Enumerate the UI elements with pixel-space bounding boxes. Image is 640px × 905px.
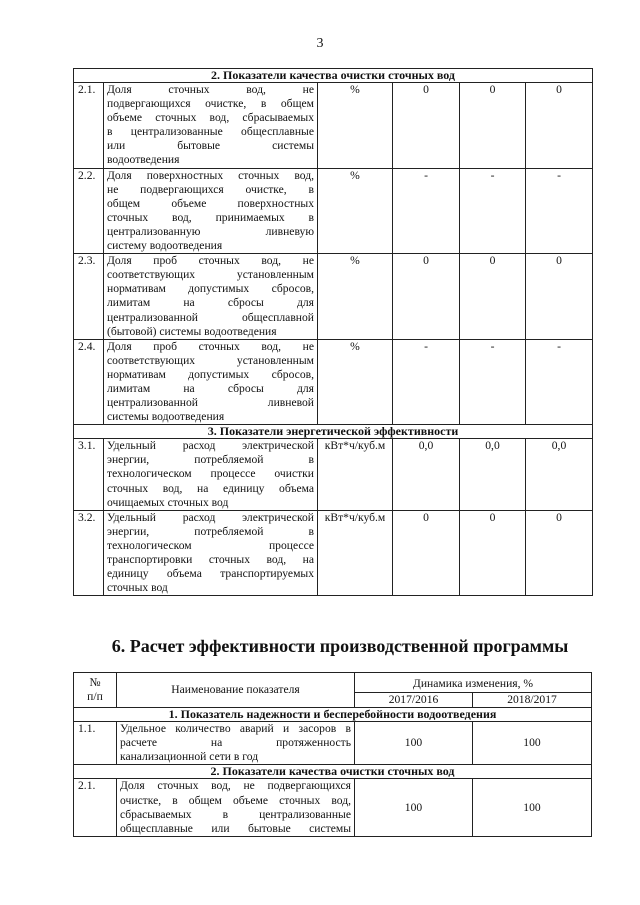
table-row <box>74 779 592 836</box>
desc-line: подвергающихся очистке, в общем <box>107 97 314 111</box>
value-2: 0,0 <box>460 439 526 510</box>
value-year-1: 100 <box>355 779 473 836</box>
row-number: 1.1. <box>74 722 117 765</box>
desc-line: лимитам на сбросы для <box>107 296 314 310</box>
desc-line: Доля поверхностных сточных вод, <box>107 168 314 182</box>
row-number: 2.1. <box>74 83 104 169</box>
value-2: - <box>460 339 526 425</box>
unit: % <box>318 168 393 254</box>
desc-line: очистке, в общем объеме сточных вод, <box>120 793 351 807</box>
desc-line: нормативам допустимых сбросов, <box>107 282 314 296</box>
desc-line: технологическом процессе очистки <box>107 467 314 481</box>
row-description <box>104 510 318 596</box>
desc-line: Доля проб сточных вод, не <box>107 339 314 353</box>
desc-line: расчете на протяженность <box>120 736 351 750</box>
header-year-1: 2017/2016 <box>355 693 473 708</box>
desc-line: централизованную ливневую <box>107 224 314 238</box>
section-title: 2. Показатели качества очистки сточных вод <box>74 69 593 83</box>
row-description <box>117 722 355 765</box>
section-heading: 6. Расчет эффективности производственной программы <box>111 636 569 656</box>
section-header-row <box>74 425 593 439</box>
value-2: - <box>460 168 526 254</box>
header-year-2: 2018/2017 <box>473 693 592 708</box>
section-header-row <box>74 765 592 779</box>
desc-line: водоотведения <box>107 153 180 167</box>
row-description <box>104 168 318 254</box>
table-row <box>74 83 593 169</box>
row-description <box>117 779 355 836</box>
value-1: 0 <box>393 254 460 340</box>
value-year-2: 100 <box>473 779 592 836</box>
desc-line: соответствующих установленным <box>107 353 314 367</box>
row-number: 2.4. <box>74 339 104 425</box>
unit: % <box>318 254 393 340</box>
row-number: 3.1. <box>74 439 104 510</box>
desc-line: или бытовые системы <box>107 139 314 153</box>
desc-line: Удельное количество аварий и засоров в <box>120 722 351 736</box>
section-title: 3. Показатели энергетической эффективности <box>74 425 593 439</box>
desc-line: общем объеме поверхностных <box>107 196 314 210</box>
row-description <box>104 83 318 169</box>
value-2: 0 <box>460 83 526 169</box>
unit: кВт*ч/куб.м <box>318 439 393 510</box>
row-description <box>104 439 318 510</box>
table-row <box>74 254 593 340</box>
table-row <box>74 168 593 254</box>
value-3: 0 <box>526 83 593 169</box>
row-description <box>104 254 318 340</box>
desc-line: объеме сточных вод, сбрасываемых <box>107 111 314 125</box>
section-title: 2. Показатели качества очистки сточных вод <box>74 765 592 779</box>
unit: кВт*ч/куб.м <box>318 510 393 596</box>
desc-line: Доля сточных вод, не <box>107 83 314 96</box>
row-number: 3.2. <box>74 510 104 596</box>
row-description <box>104 339 318 425</box>
value-2: 0 <box>460 254 526 340</box>
desc-line: Доля проб сточных вод, не <box>107 254 314 268</box>
desc-line: энергии, потребляемой в <box>107 453 314 467</box>
table-row <box>74 722 592 765</box>
desc-line: лимитам на сбросы для <box>107 381 314 395</box>
value-3: 0 <box>526 510 593 596</box>
desc-line: нормативам допустимых сбросов, <box>107 367 314 381</box>
desc-line: канализационной сети в год <box>120 750 259 764</box>
desc-line: сточных вод, на единицу объема <box>107 481 314 495</box>
desc-line: централизованной ливневой <box>107 396 314 410</box>
header-name: Наименование показателя <box>117 673 355 708</box>
table-row <box>74 439 593 510</box>
value-1: 0 <box>393 510 460 596</box>
row-number: 2.1. <box>74 779 117 836</box>
desc-line: не подвергающихся очистке, в <box>107 182 314 196</box>
table-row <box>74 339 593 425</box>
header-dynamics: Динамика изменения, % <box>355 673 592 693</box>
desc-line: Доля сточных вод, не подвергающихся <box>120 779 351 793</box>
desc-line: (бытовой) системы водоотведения <box>107 324 277 338</box>
unit: % <box>318 83 393 169</box>
desc-line: систему водоотведения <box>107 239 223 253</box>
value-year-1: 100 <box>355 722 473 765</box>
desc-line: сточных вод <box>107 581 168 595</box>
desc-line: единицу объема транспортируемых <box>107 567 314 581</box>
desc-line: системы водоотведения <box>107 410 225 424</box>
header-row <box>74 673 592 693</box>
value-2: 0 <box>460 510 526 596</box>
desc-line: технологическом процессе <box>107 538 314 552</box>
desc-line: соответствующих установленным <box>107 268 314 282</box>
section-header-row <box>74 708 592 722</box>
section-title: 1. Показатель надежности и бесперебойности водоотведения <box>74 708 592 722</box>
row-number: 2.3. <box>74 254 104 340</box>
desc-line: энергии, потребляемой в <box>107 524 314 538</box>
value-3: - <box>526 168 593 254</box>
header-num: № п/п <box>74 673 117 708</box>
desc-line: транспортировки сточных вод, на <box>107 553 314 566</box>
efficiency-table <box>73 672 592 837</box>
desc-line: очищаемых сточных вод <box>107 495 229 509</box>
indicators-table <box>73 68 593 596</box>
desc-line: сточных вод, принимаемых в <box>107 210 314 224</box>
desc-line: общесплавные или бытовые системы <box>120 821 351 835</box>
desc-line: Удельный расход электрической <box>107 439 314 453</box>
value-1: - <box>393 339 460 425</box>
page-number: 3 <box>316 36 324 51</box>
value-1: 0,0 <box>393 439 460 510</box>
value-year-2: 100 <box>473 722 592 765</box>
desc-line: в централизованные общесплавные <box>107 125 314 139</box>
value-1: - <box>393 168 460 254</box>
desc-line: Удельный расход электрической <box>107 510 314 524</box>
row-number: 2.2. <box>74 168 104 254</box>
value-3: 0 <box>526 254 593 340</box>
desc-line: централизованной общесплавной <box>107 310 314 324</box>
section-header-row <box>74 69 593 83</box>
desc-line: сбрасываемых в централизованные <box>120 807 351 821</box>
value-3: 0,0 <box>526 439 593 510</box>
table-row <box>74 510 593 596</box>
value-3: - <box>526 339 593 425</box>
unit: % <box>318 339 393 425</box>
value-1: 0 <box>393 83 460 169</box>
